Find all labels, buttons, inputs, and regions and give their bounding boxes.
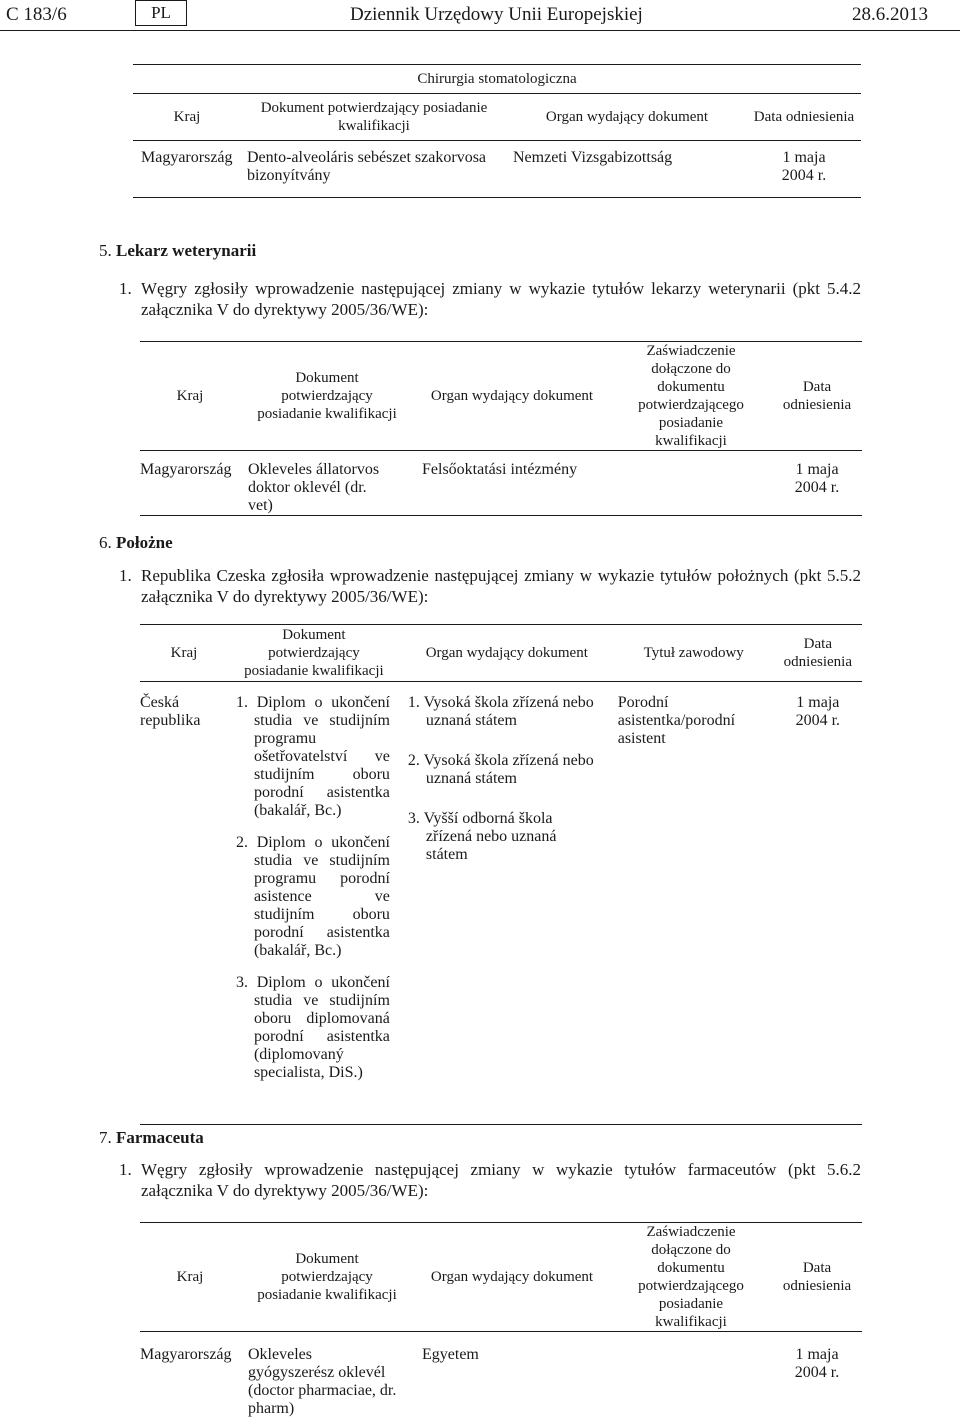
column-header: Data odniesienia xyxy=(772,1223,862,1332)
section-title-6: 6. Położne xyxy=(99,533,173,553)
dental-surgery-table xyxy=(133,64,861,198)
column-header: Kraj xyxy=(133,94,241,141)
date-cell: 1 maja 2004 r. xyxy=(774,682,862,1125)
column-header: Dokument potwierdzający posiadanie kwalifikacji xyxy=(240,342,414,451)
journal-title: Dziennik Urzędowy Unii Europejskiej xyxy=(350,4,643,26)
table-row xyxy=(140,1332,862,1418)
column-header: Organ wydający dokument xyxy=(400,625,614,682)
column-header: Data odniesienia xyxy=(772,342,862,451)
page-code: C 183/6 xyxy=(6,4,67,26)
section-7-paragraph: 1. Węgry zgłosiły wprowadzenie następującej zmiany w wykazie tytułów farmaceutów (pkt 5.6.2 załącznika V do dyrektywy 2005/36/WE): xyxy=(141,1159,861,1201)
list-item: 3. Diplom o ukončení studia ve studijním oboru diplomovaná porodní asistentka (diplomovaný specialista, DiS.) xyxy=(236,974,390,1082)
table-row xyxy=(140,682,862,1125)
column-header: Dokument potwierdzający posiadanie kwalifikacji xyxy=(241,94,507,141)
column-header: Data odniesienia xyxy=(747,94,861,141)
professional-title-cell: Porodní asistentka/porodní asistent xyxy=(614,682,774,1125)
certificate-cell xyxy=(610,451,772,516)
authority-cell: Egyetem xyxy=(414,1332,610,1418)
certificate-cell xyxy=(610,1332,772,1418)
column-header: Kraj xyxy=(140,1223,240,1332)
page-header xyxy=(0,0,960,30)
list-item: 1. Diplom o ukončení studia ve studijním programu ošetřovatelství ve studijním oboru porodní asistentka (bakalář, Bc.) xyxy=(236,694,390,820)
date-cell: 1 maja 2004 r. xyxy=(772,1332,862,1418)
section-5-paragraph: 1. Węgry zgłosiły wprowadzenie następującej zmiany w wykazie tytułów lekarzy weterynarii (pkt 5.4.2 załącznika V do dyrektywy 2005/36/WE): xyxy=(141,278,861,320)
country-cell: Magyarország xyxy=(140,1332,240,1418)
list-item: 2. Diplom o ukončení studia ve studijním programu porodní asistence ve studijním oboru porodní asistentka (bakalář, Bc.) xyxy=(236,834,390,960)
authority-cell: Nemzeti Vizsgabizottság xyxy=(507,141,747,198)
column-header: Dokument potwierdzający posiadanie kwalifikacji xyxy=(228,625,400,682)
country-cell: Česká republika xyxy=(140,682,228,1125)
section-6-paragraph: 1. Republika Czeska zgłosiła wprowadzenie następującej zmiany w wykazie tytułów położnych (pkt 5.5.2 załącznika V do dyrektywy 2005/36/WE): xyxy=(141,565,861,607)
column-header: Kraj xyxy=(140,625,228,682)
column-header: Organ wydający dokument xyxy=(414,342,610,451)
language-badge: PL xyxy=(135,0,187,26)
document-cell: Okleveles gyógyszerész oklevél (doctor pharmaciae, dr. pharm) xyxy=(240,1332,414,1418)
section-title-7: 7. Farmaceuta xyxy=(99,1128,204,1148)
column-header: Tytuł zawodowy xyxy=(614,625,774,682)
column-header: Dokument potwierdzający posiadanie kwalifikacji xyxy=(240,1223,414,1332)
document-cell: Okleveles állatorvos doktor oklevél (dr. vet) xyxy=(240,451,414,516)
list-item: 1. Vysoká škola zřízená nebo uznaná státem xyxy=(408,694,602,730)
column-header: Kraj xyxy=(140,342,240,451)
country-cell: Magyarország xyxy=(5,141,113,198)
table-group-title: Chirurgia stomatologiczna xyxy=(133,65,861,94)
date-cell: 1 maja 2004 r. xyxy=(772,451,862,516)
list-item: 2. Vysoká škola zřízená nebo uznaná státem xyxy=(408,752,602,788)
pharmacist-table xyxy=(140,1222,862,1418)
authority-cell: Felsőoktatási intézmény xyxy=(414,451,610,516)
issue-date: 28.6.2013 xyxy=(852,4,928,26)
documents-cell xyxy=(228,682,400,1125)
table-row xyxy=(133,141,861,198)
authorities-cell xyxy=(400,682,614,1125)
country-cell: Magyarország xyxy=(140,451,240,516)
table-row xyxy=(140,451,862,516)
column-header: Zaświadczenie dołączone do dokumentu potwierdzającego posiadanie kwalifikacji xyxy=(610,342,772,451)
list-item: 3. Vyšší odborná škola zřízená nebo uznaná státem xyxy=(408,810,602,864)
section-title-5: 5. Lekarz weterynarii xyxy=(99,241,256,261)
column-header: Organ wydający dokument xyxy=(414,1223,610,1332)
header-rule xyxy=(0,30,960,31)
column-header: Data odniesienia xyxy=(774,625,862,682)
veterinary-table xyxy=(140,341,862,516)
column-header: Zaświadczenie dołączone do dokumentu potwierdzającego posiadanie kwalifikacji xyxy=(610,1223,772,1332)
column-header: Organ wydający dokument xyxy=(507,94,747,141)
date-cell: 1 maja 2004 r. xyxy=(747,141,861,198)
document-cell: Dento-alveoláris sebészet szakorvosa bizonyítvány xyxy=(241,141,507,198)
midwife-table xyxy=(140,624,862,1125)
